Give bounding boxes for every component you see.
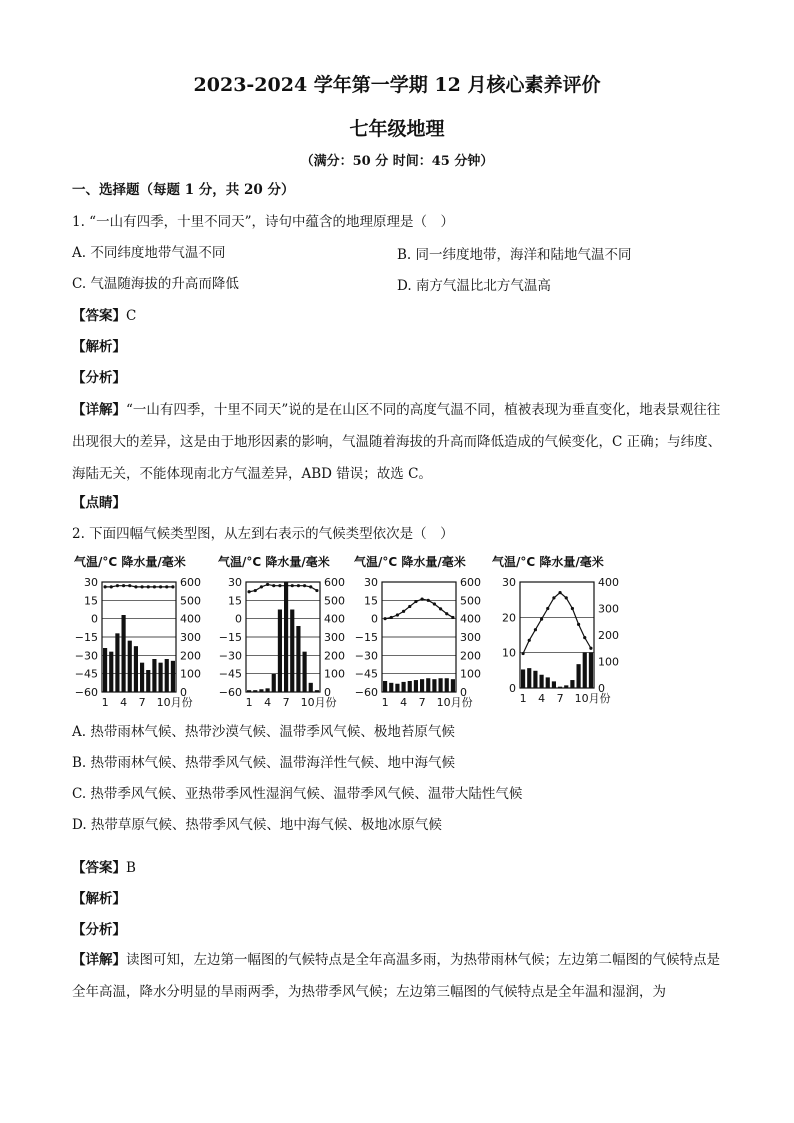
q1-dianjing-label: 【点睛】 xyxy=(72,495,126,511)
chart2-xtick: 10月份 xyxy=(300,696,337,709)
chart2-precip-bar xyxy=(278,610,282,693)
q1-answer-label: 【答案】 xyxy=(72,308,126,324)
chart2-precip-bar xyxy=(272,674,276,692)
chart3-ytick-left: −30 xyxy=(354,649,378,663)
chart4-xtick: 4 xyxy=(538,692,546,705)
chart4-precip-bar xyxy=(570,680,574,688)
chart4-precip-bar xyxy=(540,675,544,688)
chart4-temp-point xyxy=(558,591,561,594)
chart3-xtick: 1 xyxy=(381,696,389,709)
chart1-precip-bar xyxy=(146,670,150,692)
q2-answer-label: 【答案】 xyxy=(72,860,126,876)
chart2-precip-bar xyxy=(284,582,288,692)
subject-title: 七年级地理 xyxy=(349,118,445,140)
q2-detail-label: 【详解】 xyxy=(72,952,126,968)
chart2-title: 气温/°C 降水量/毫米 xyxy=(218,555,330,569)
chart1-xtick: 7 xyxy=(138,696,146,709)
chart2-temp-point xyxy=(266,583,269,586)
chart3-temp-point xyxy=(383,617,386,620)
chart4-temp-point xyxy=(577,623,580,626)
chart4-temp-point xyxy=(521,652,524,655)
chart1-ytick-left: −30 xyxy=(74,649,98,663)
chart1-temp-point xyxy=(159,585,162,588)
chart1-ytick-left: 15 xyxy=(84,594,98,608)
chart2-ytick-left: −15 xyxy=(218,631,242,644)
chart3-temp-line xyxy=(385,599,453,619)
chart1-ytick-left: −60 xyxy=(74,686,98,699)
chart3-ytick-right: 0 xyxy=(460,686,467,699)
q2-option-c: C. 热带季风气候、亚热带季风性湿润气候、温带季风气候、温带大陆性气候 xyxy=(72,786,523,802)
chart1-xtick: 1 xyxy=(101,696,109,709)
chart3-xtick: 7 xyxy=(418,696,426,709)
chart2-temp-point xyxy=(315,589,318,592)
chart3-temp-point xyxy=(402,610,405,613)
chart2-temp-point xyxy=(247,590,250,593)
exam-title: 2023-2024 学年第一学期 12 月核心素养评价 xyxy=(193,74,601,96)
chart3-ytick-right: 500 xyxy=(460,594,481,608)
chart2-ytick-left: 0 xyxy=(235,612,242,626)
chart4-xtick: 7 xyxy=(556,692,564,705)
exam-info: （满分：50 分 时间：45 分钟） xyxy=(300,154,494,169)
q2-answer-value: B xyxy=(126,860,136,876)
q1-option-b: B. 同一纬度地带，海洋和陆地气温不同 xyxy=(397,247,632,263)
chart3-temp-point xyxy=(427,599,430,602)
chart1-precip-bar xyxy=(115,633,119,692)
q2-detail xyxy=(72,944,722,1008)
chart1-temp-point xyxy=(116,584,119,587)
chart3-temp-point xyxy=(420,598,423,601)
chart3-xtick: 4 xyxy=(400,696,408,709)
chart2-precip-bar xyxy=(259,689,263,692)
chart1-precip-bar xyxy=(128,641,132,692)
chart2-precip-bar xyxy=(253,690,257,692)
chart3-precip-bar xyxy=(408,681,412,692)
chart4-ytick-left: 0 xyxy=(509,682,516,695)
chart4-precip-bar xyxy=(533,671,537,688)
chart4-temp-point xyxy=(534,628,537,631)
chart4-precip-bar xyxy=(583,652,587,688)
chart1-temp-point xyxy=(110,585,113,588)
chart2-precip-bar xyxy=(247,690,251,692)
q1-detail-label: 【详解】 xyxy=(72,402,126,418)
chart1-ytick-right: 100 xyxy=(180,667,201,681)
q1-fenxi-label: 【分析】 xyxy=(72,370,126,386)
q2-answer xyxy=(72,858,136,878)
chart3-title: 气温/°C 降水量/毫米 xyxy=(354,555,466,569)
q2-option-b: B. 热带雨林气候、热带季风气候、温带海洋性气候、地中海气候 xyxy=(72,755,456,771)
chart2-xtick: 4 xyxy=(264,696,272,709)
q1-option-a: A. 不同纬度地带气温不同 xyxy=(72,245,226,261)
climate-charts xyxy=(72,552,632,714)
chart2-ytick-right: 200 xyxy=(324,649,345,663)
chart4-temp-line xyxy=(523,593,591,654)
q2-option-d: D. 热带草原气候、热带季风气候、地中海气候、极地冰原气候 xyxy=(72,817,442,833)
chart1-precip-bar xyxy=(134,646,138,692)
chart4-temp-point xyxy=(528,639,531,642)
chart2-ytick-right: 500 xyxy=(324,594,345,608)
chart1-ytick-right: 300 xyxy=(180,631,201,644)
chart4-temp-point xyxy=(546,607,549,610)
chart4-ytick-right: 200 xyxy=(598,629,619,642)
chart1-ytick-right: 400 xyxy=(180,612,201,626)
chart4-temp-point xyxy=(583,636,586,639)
chart3-ytick-right: 300 xyxy=(460,631,481,644)
chart2-precip-bar xyxy=(296,626,300,692)
chart2-temp-line xyxy=(249,584,317,591)
chart2-precip-bar xyxy=(309,683,313,692)
chart3-temp-point xyxy=(414,600,417,603)
chart4-temp-point xyxy=(552,596,555,599)
chart3-precip-bar xyxy=(445,678,449,692)
chart1-precip-bar xyxy=(159,663,163,692)
q2-analysis-label: 【解析】 xyxy=(72,891,126,907)
chart4-precip-bar xyxy=(521,669,525,688)
q1-detail-text: “一山有四季，十里不同天”说的是在山区不同的高度气温不同，植被表现为垂直变化，地表景观往往出现很大的差异，这是由于地形因素的影响，气温随着海拔的升高而降低造成的气候变化，C 正确；与纬度、海陆无关，不能体现南北方气温差异，ABD 错误；故选 C。 xyxy=(72,402,722,482)
chart2-ytick-right: 100 xyxy=(324,667,345,681)
chart4-ytick-left: 30 xyxy=(502,576,516,589)
q1-analysis-label: 【解析】 xyxy=(72,339,126,355)
chart1-temp-point xyxy=(140,585,143,588)
chart1-precip-bar xyxy=(103,648,107,692)
q1-answer-value: C xyxy=(126,308,137,324)
chart2-temp-point xyxy=(309,585,312,588)
q1-answer xyxy=(72,306,136,326)
chart3-precip-bar xyxy=(432,679,436,692)
chart3-temp-point xyxy=(390,616,393,619)
chart4-ytick-right: 100 xyxy=(598,655,619,669)
chart2-temp-point xyxy=(254,589,257,592)
chart2-temp-point xyxy=(278,584,281,587)
chart3-precip-bar xyxy=(426,678,430,692)
chart4-ytick-left: 10 xyxy=(502,646,516,660)
chart3-temp-point xyxy=(396,613,399,616)
q1-stem: 1. “一山有四季，十里不同天”，诗句中蕴含的地理原理是（ ） xyxy=(72,214,454,230)
chart3-precip-bar xyxy=(439,678,443,692)
chart1-ytick-left: 30 xyxy=(84,576,98,589)
chart4-temp-point xyxy=(589,647,592,650)
chart2-xtick: 7 xyxy=(282,696,290,709)
chart1-xtick: 4 xyxy=(120,696,128,709)
chart1-precip-bar xyxy=(152,659,156,692)
chart4-title: 气温/°C 降水量/毫米 xyxy=(492,555,604,569)
chart2-temp-point xyxy=(272,584,275,587)
chart2-ytick-left: 15 xyxy=(228,594,242,608)
chart1-precip-bar xyxy=(165,659,169,692)
chart2-ytick-right: 600 xyxy=(324,576,345,589)
chart3-temp-point xyxy=(445,612,448,615)
chart3-precip-bar xyxy=(414,680,418,692)
chart2-ytick-left: −60 xyxy=(218,686,242,699)
chart1-temp-point xyxy=(134,585,137,588)
chart4-precip-bar xyxy=(552,681,556,688)
chart4-temp-point xyxy=(540,618,543,621)
chart4-ytick-right: 400 xyxy=(598,576,619,589)
chart2-ytick-right: 300 xyxy=(324,631,345,644)
chart2-temp-point xyxy=(291,584,294,587)
chart3-temp-point xyxy=(439,607,442,610)
chart1-precip-bar xyxy=(122,615,126,692)
chart1-temp-point xyxy=(165,585,168,588)
chart2-precip-bar xyxy=(303,652,307,692)
chart4-precip-bar xyxy=(589,652,593,688)
chart3-ytick-left: 0 xyxy=(371,612,378,626)
chart1-precip-bar xyxy=(140,663,144,692)
chart4-xtick: 1 xyxy=(519,692,527,705)
chart3-temp-point xyxy=(433,602,436,605)
chart1-temp-point xyxy=(153,585,156,588)
chart1-temp-point xyxy=(128,584,131,587)
section-heading: 一、选择题（每题 1 分，共 20 分） xyxy=(72,182,295,198)
chart4-ytick-right: 300 xyxy=(598,602,619,616)
chart3-ytick-right: 200 xyxy=(460,649,481,663)
chart4-temp-point xyxy=(571,607,574,610)
chart3-ytick-left: 15 xyxy=(364,594,378,608)
chart3-ytick-left: −45 xyxy=(354,667,378,681)
chart3-ytick-left: 30 xyxy=(364,576,378,589)
chart3-precip-bar xyxy=(395,684,399,692)
chart3-temp-point xyxy=(408,605,411,608)
chart3-precip-bar xyxy=(402,682,406,692)
q2-detail-text: 读图可知，左边第一幅图的气候特点是全年高温多雨，为热带雨林气候；左边第二幅图的气候特点是全年高温，降水分明显的旱雨两季，为热带季风气候；左边第三幅图的气候特点是全年温和湿润，为 xyxy=(72,952,720,1000)
chart2-ytick-left: −30 xyxy=(218,649,242,663)
chart3-ytick-left: −15 xyxy=(354,631,378,644)
chart4-ytick-right: 0 xyxy=(598,682,605,695)
chart1-ytick-left: 0 xyxy=(91,612,98,626)
chart2-ytick-left: 30 xyxy=(228,576,242,589)
chart2-precip-bar xyxy=(315,690,319,692)
chart3-ytick-right: 400 xyxy=(460,612,481,626)
chart1-precip-bar xyxy=(171,661,175,692)
chart2-temp-point xyxy=(297,584,300,587)
chart2-ytick-right: 0 xyxy=(324,686,331,699)
chart4-ytick-left: 20 xyxy=(502,611,516,625)
chart2-ytick-left: −45 xyxy=(218,667,242,681)
chart4-precip-bar xyxy=(564,685,568,688)
chart1-temp-point xyxy=(122,584,125,587)
chart1-xtick: 10月份 xyxy=(156,696,193,709)
q1-option-c: C. 气温随海拔的升高而降低 xyxy=(72,276,239,292)
chart1-ytick-right: 200 xyxy=(180,649,201,663)
q1-detail xyxy=(72,394,722,490)
chart2-temp-point xyxy=(260,585,263,588)
q2-option-a: A. 热带雨林气候、热带沙漠气候、温带季风气候、极地苔原气候 xyxy=(72,724,455,740)
chart1-ytick-right: 600 xyxy=(180,576,201,589)
chart4-precip-bar xyxy=(577,664,581,688)
chart1-temp-line xyxy=(105,586,173,587)
chart2-ytick-right: 400 xyxy=(324,612,345,626)
chart3-ytick-left: −60 xyxy=(354,686,378,699)
q2-stem: 2. 下面四幅气候类型图，从左到右表示的气候类型依次是（ ） xyxy=(72,526,454,542)
q2-fenxi-label: 【分析】 xyxy=(72,922,126,938)
chart4-precip-bar xyxy=(558,687,562,688)
chart4-xtick: 10月份 xyxy=(574,692,611,705)
chart1-precip-bar xyxy=(109,652,113,692)
chart1-temp-point xyxy=(171,585,174,588)
q1-option-d: D. 南方气温比北方气温高 xyxy=(397,278,551,294)
chart3-xtick: 10月份 xyxy=(436,696,473,709)
chart2-precip-bar xyxy=(290,610,294,693)
chart4-precip-bar xyxy=(546,677,550,688)
chart1-ytick-left: −45 xyxy=(74,667,98,681)
chart2-temp-point xyxy=(303,584,306,587)
climate-charts-svg xyxy=(72,552,632,714)
chart3-precip-bar xyxy=(451,679,455,692)
chart1-title: 气温/°C 降水量/毫米 xyxy=(74,555,186,569)
chart1-ytick-right: 0 xyxy=(180,686,187,699)
chart1-ytick-right: 500 xyxy=(180,594,201,608)
chart3-temp-point xyxy=(451,616,454,619)
chart3-precip-bar xyxy=(389,683,393,692)
chart2-precip-bar xyxy=(266,688,270,692)
chart4-temp-point xyxy=(565,596,568,599)
chart1-temp-point xyxy=(147,585,150,588)
chart2-temp-point xyxy=(284,584,287,587)
chart3-precip-bar xyxy=(420,679,424,692)
chart3-ytick-right: 600 xyxy=(460,576,481,589)
chart3-ytick-right: 100 xyxy=(460,667,481,681)
chart1-ytick-left: −15 xyxy=(74,631,98,644)
chart4-precip-bar xyxy=(527,668,531,688)
chart3-precip-bar xyxy=(383,681,387,692)
chart2-xtick: 1 xyxy=(245,696,253,709)
chart1-temp-point xyxy=(103,585,106,588)
